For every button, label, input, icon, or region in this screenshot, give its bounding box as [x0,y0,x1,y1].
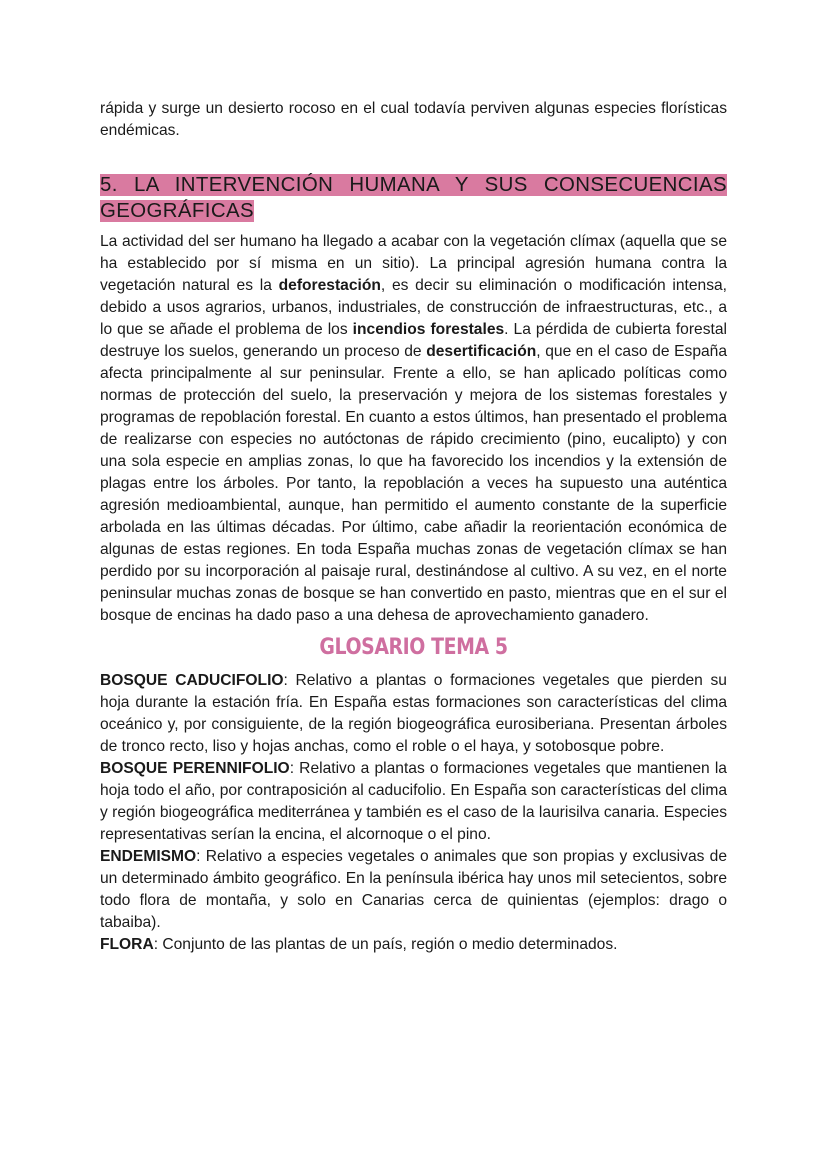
glossary-term: BOSQUE PERENNIFOLIO [100,759,290,777]
glossary-definition: : Relativo a plantas o formaciones vegetales que pierden su hoja durante la estación fría. En España estas formaciones son características del clima oceánico y, por consiguiente, de la región biogeográfica eurosiberiana. Presentan árboles de tronco recto, liso y hojas anchas, como el roble o el haya, y sotobosque pobre. [100,671,727,755]
glossary-term: ENDEMISMO [100,847,197,865]
intro-paragraph: rápida y surge un desierto rocoso en el cual todavía perviven algunas especies florísticas endémicas. [100,100,727,140]
forest-fires-term: incendios forestales [352,320,505,338]
glossary-entry [100,846,727,934]
glossary-entry [100,934,727,956]
glossary-title: GLOSARIO TEMA 5 [319,634,508,660]
desertification-term: desertificación [426,342,537,360]
glossary-definition: : Conjunto de las plantas de un país, región o medio determinados. [153,936,618,954]
deforestation-term: deforestación [278,276,381,294]
section-heading [100,172,727,225]
section-heading-text: 5. LA INTERVENCIÓN HUMANA Y SUS CONSECUENCIAS GEOGRÁFICAS [100,174,727,223]
glossary-definition: : Relativo a plantas o formaciones vegetales que mantienen la hoja todo el año, por contraposición al caducifolio. En España son características del clima y región biogeográfica mediterránea y también es el caso de la laurisilva canaria. Especies representativas serían la encina, el alcornoque o el pino. [100,759,727,843]
section-paragraph [100,231,727,628]
document-page [100,98,727,956]
section-text-4: , que en el caso de España afecta principalmente al sur peninsular. Frente a ello, se han aplicado políticas como normas de protección del suelo, la preservación y mejora de los sistemas forestales y programas de repoblación forestal. En cuanto a estos últimos, han presentado el problema de realizarse con especies no autóctonas de rápido crecimiento (pino, eucalipto) y con una sola especie en amplias zonas, lo que ha favorecido los incendios y la extensión de plagas entre los árboles. Por tanto, la repoblación a veces ha supuesto una auténtica agresión medioambiental, aunque, han permitido el aumento constante de la superficie arbolada en las últimas décadas. Por último, cabe añadir la reorientación económica de algunas de estas regiones. En toda España muchas zonas de vegetación clímax se han perdido por su incorporación al paisaje rural, destinándose al cultivo. A su vez, en el norte peninsular muchas zonas de bosque se han convertido en pasto, mientras que en el sur el bosque de encinas ha dado paso a una dehesa de aprovechamiento ganadero. [100,342,728,625]
glossary-definition: : Relativo a especies vegetales o animales que son propias y exclusivas de un determinado ámbito geográfico. En la península ibérica hay unos mil setecientos, sobre todo flora de montaña, y solo en Canarias cerca de quinientas (ejemplos: drago o tabaiba). [100,847,727,932]
section-text-2: , es decir su eliminación o modificación intensa, debido a usos agrarios, urbanos, industriales, de construcción de infraestructuras, etc., a lo que se añade el problema de los [100,276,727,338]
glossary-entry [100,758,727,846]
glossary-term: BOSQUE CADUCIFOLIO [100,671,284,689]
glossary-term: FLORA [100,936,154,954]
section-text-1: La actividad del ser humano ha llegado a acabar con la vegetación clímax (aquella que se ha establecido por sí misma en un sitio). La principal agresión humana contra la vegetación natural es la [100,232,727,294]
section-text-3: . La pérdida de cubierta forestal destruye los suelos, generando un proceso de [100,320,727,360]
glossary-entry [100,670,727,758]
